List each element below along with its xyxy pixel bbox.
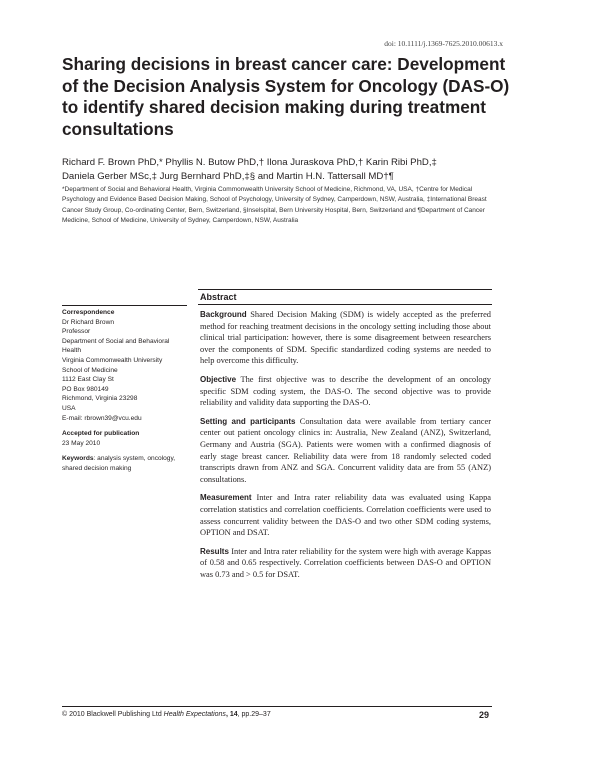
copyright: © 2010 Blackwell Publishing Ltd [62, 711, 164, 718]
abstract-setting [200, 416, 491, 486]
correspondence-label: Correspondence [62, 309, 115, 316]
correspondence-line: USA [62, 404, 76, 412]
accepted-label: Accepted for publication [62, 430, 140, 438]
correspondence-line: Department of Social and Behavioral [62, 337, 170, 345]
authors-line-1: Richard F. Brown PhD,* Phyllis N. Butow PhD,† Ilona Juraskova PhD,† Karin Ribi PhD,‡ [62, 157, 437, 168]
abstract-heading: Abstract [200, 292, 237, 302]
section-label: Results [200, 546, 229, 556]
section-text: Inter and Intra rater reliability for the system were high with average Kappas of 0.58 and 0.65 respectively. Correlation coefficients between DAS-O and OPTION was 0.73 and > 0.5 for DSAT. [200, 546, 491, 579]
keywords [62, 454, 190, 473]
section-label: Setting and participants [200, 416, 296, 426]
footer-rule [62, 706, 492, 707]
abstract-background [200, 309, 491, 367]
author-list [62, 156, 492, 184]
journal-name: Health Expectations [163, 711, 226, 718]
abstract-results [200, 546, 491, 581]
correspondence-line: Richmond, Virginia 23298 [62, 395, 138, 403]
correspondence-line: Health [62, 347, 82, 355]
sidebar [62, 308, 190, 474]
section-text: Shared Decision Making (SDM) is widely accepted as the preferred method for reaching treatment decisions in the oncology setting including those about clinical trial participation: however, there is some disagreement between researchers over the components of SDM. Specific standardized coding systems are needed to help overcome this difficulty. [200, 310, 491, 366]
footer-citation [62, 711, 271, 718]
section-text: The first objective was to describe the development of an oncology specific SDM coding system, the DAS-O. The second objective was to provide reliability and validity data supporting the DAS-O. [200, 374, 491, 408]
abstract-body [200, 309, 491, 587]
section-label: Objective [200, 374, 237, 384]
affiliations: *Department of Social and Behavioral Health, Virginia Commonwealth University School of Medicine, Richmond, VA, USA, †Centre for Medical Psychology and Evidence Based Decision Making, School of Psychology, University of Sydney, Camperdown, NSW, Australia, ‡International Breast Cancer Study Group, Co-ordinating Center, Bern, Switzerland, §Inselspital, Bern University Hospital, Bern, Switzerland and ¶Department of Cancer Medicine, School of Medicine, University of Sydney, Camperdown, NSW, Australia [62, 186, 487, 224]
section-text: Consultation data were available from tertiary cancer center out patient oncology clinics in: Australia, New Zealand (ANZ), Switzerland, Germany and Austria (SGA). Patients were women with a confirmed diagnosis of early stage breast cancer. Reliability data were from 18 randomly selected coded transcripts drawn from ANZ and SGA. Concurrent validity data are from 55 (ANZ) consultations. [200, 416, 492, 484]
page-range: , pp.29–37 [237, 711, 271, 718]
article-title: Sharing decisions in breast cancer care: Development of the Decision Analysis System for Oncology (DAS-O) to identify shared decision making during treatment consultations [62, 54, 510, 139]
section-label: Background [200, 310, 247, 319]
abstract-heading-rule [198, 304, 492, 305]
correspondence-line: School of Medicine [62, 366, 118, 374]
section-text: Inter and Intra rater reliability data was evaluated using Kappa correlation statistics and correlation coefficients. Correlation coefficients were used to assess concurrent validity between the DAS-O and two other SDM coding systems, OPTION and DSAT. [200, 493, 491, 538]
correspondence-line: PO Box 980149 [62, 385, 109, 393]
keywords-text: : analysis system, oncology, shared decision making [62, 455, 176, 472]
accepted-date: 23 May 2010 [62, 439, 101, 447]
abstract-measurement [200, 492, 491, 538]
correspondence-line: Virginia Commonwealth University [62, 356, 163, 364]
sidebar-rule [62, 305, 187, 306]
correspondence-line: 1112 East Clay St [62, 376, 114, 384]
correspondence-line: Dr Richard Brown [62, 318, 115, 326]
authors-line-2: Daniela Gerber MSc,‡ Jurg Bernhard PhD,‡§ and Martin H.N. Tattersall MD†¶ [62, 171, 394, 182]
abstract-objective [200, 374, 491, 409]
correspondence-email[interactable]: E-mail: rbrown39@vcu.edu [62, 414, 142, 422]
volume: , 14 [225, 711, 238, 718]
doi: doi: 10.1111/j.1369-7625.2010.00613.x [384, 39, 503, 48]
abstract-top-rule [198, 289, 492, 290]
correspondence-line: Professor [62, 328, 91, 336]
page-number: 29 [478, 710, 489, 720]
keywords-label: Keywords [62, 455, 94, 463]
section-label: Measurement [200, 493, 252, 503]
